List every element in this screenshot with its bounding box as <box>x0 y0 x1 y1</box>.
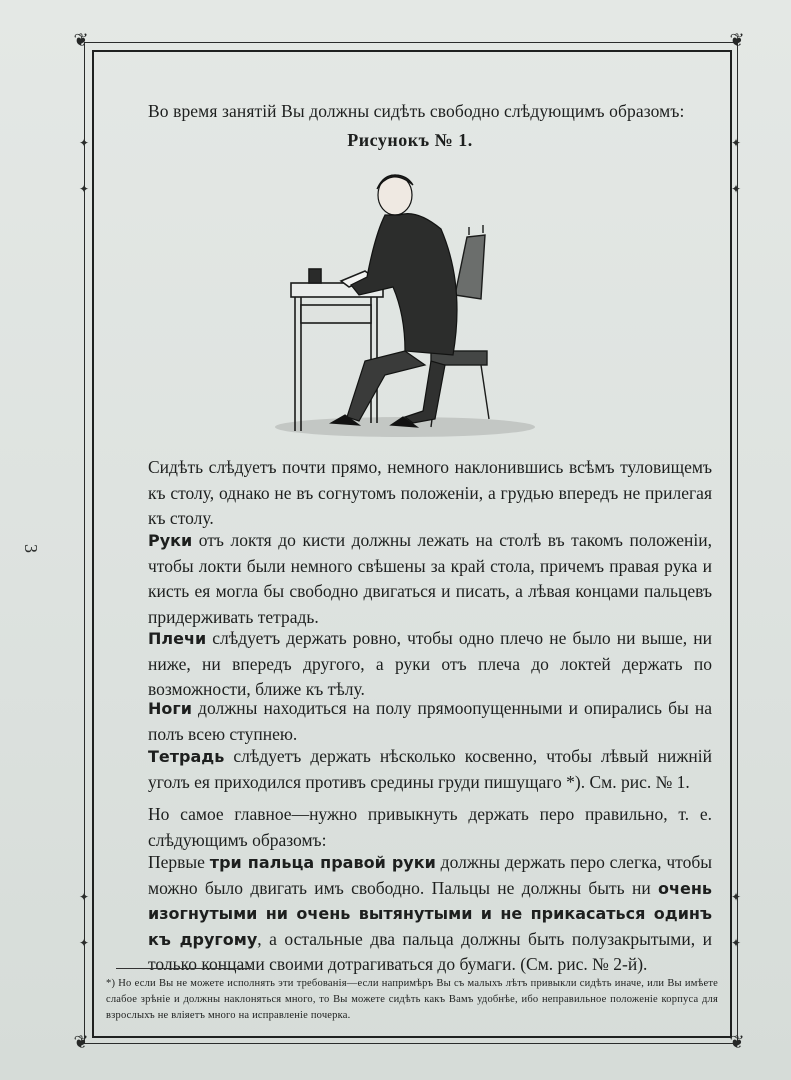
paragraph-hands: Руки отъ локтя до кисти должны лежать на столѣ въ такомъ положеніи, чтобы локти были немного свѣшены за край стола, причемъ правая рука и кисть ея могла бы свободно двигаться и писать, а лѣвая концами пальцевъ придерживать тетрадь. <box>148 530 712 627</box>
side-ornament-icon: ✦ ✦ <box>730 890 742 950</box>
side-ornament-icon: ✦ ✦ <box>78 890 90 950</box>
paragraph-legs: Ноги должны находиться на полу прямоопущенными и опирались бы на полъ всею ступнею. <box>148 698 712 744</box>
term-notebook: Тетрадь <box>148 747 225 766</box>
term-three-fingers: три пальца правой руки <box>209 853 436 872</box>
corner-ornament-icon: ❦ <box>73 1032 89 1053</box>
paragraph-fingers: Первые три пальца правой руки должны держать перо слегка, чтобы можно было двигать имъ свободно. Пальцы не должны быть ни очень изогнутыми ни очень вытянутыми и не прикасаться одинъ къ другому, а остальные два пальца должны быть полузакрытыми, и только концами своими дотрагиваться до бумаги. (См. рис. № 2-й). <box>148 852 712 974</box>
paragraph-posture: Сидѣть слѣдуетъ почти прямо, немного наклонившись всѣмъ туловищемъ къ столу, однако не въ согнутомъ положеніи, а грудью впередъ не прилегая къ столу. <box>148 457 712 528</box>
paragraph-main-point: Но самое главное—нужно привыкнуть держать перо правильно, т. е. слѣдующимъ образомъ: <box>148 804 712 850</box>
writing-posture-illustration <box>255 165 535 445</box>
paragraph-shoulders: Плечи слѣдуетъ держать ровно, чтобы одно плечо не было ни выше, ни ниже, ни впередъ другого, а руки отъ плеча до локтей держать по возможности, ближе къ тѣлу. <box>148 628 712 699</box>
footnote: *) Но если Вы не можете исполнять эти требованія—если напримѣръ Вы съ малыхъ лѣтъ привыкли сидѣть иначе, или Вы имѣете слабое зрѣніе и должны наклоняться много, то Вы можете сидѣть какъ Вамъ удобнѣе, ибо неправильное положеніе корпуса для взрослыхъ не вліяетъ много на исправленіе почерка. <box>106 978 718 1021</box>
term-shoulders: Плечи <box>148 629 207 648</box>
footnote-divider <box>116 968 252 969</box>
side-ornament-icon: ✦ ✦ <box>730 136 742 196</box>
corner-ornament-icon: ❦ <box>729 1032 745 1053</box>
term-legs: Ноги <box>148 699 192 718</box>
paragraph-notebook: Тетрадь слѣдуетъ держать нѣсколько косвенно, чтобы лѣвый нижній уголъ ея приходился противъ средины груди пишущаго *). См. рис. № 1. <box>148 746 712 792</box>
term-hands: Руки <box>148 531 193 550</box>
side-ornament-icon: ✦ ✦ <box>78 136 90 196</box>
corner-ornament-icon: ❦ <box>73 30 89 51</box>
figure-title: Рисунокъ № 1. <box>347 130 473 150</box>
term-finger-shape: очень изогнутыми ни очень вытянутыми и не прикасаться одинъ къ другому <box>148 878 712 949</box>
intro-text: Во время занятій Вы должны сидѣть свободно слѣдующимъ образомъ: <box>148 101 685 121</box>
page-number: 3 <box>21 544 41 553</box>
corner-ornament-icon: ❦ <box>729 30 745 51</box>
